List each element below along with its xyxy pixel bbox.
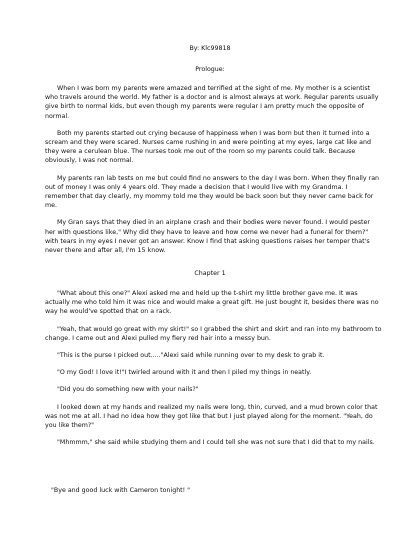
- paragraph: My Gran says that they died in an airplane crash and their bodies were never found. I would pester her with questions like," Why did they have to leave and how come we never had a funeral for them?" with tears in my eyes I never got an answer. Know I find that asking questions raises her temper that's never there and after all, I'm 15 know.: [45, 219, 370, 255]
- paragraph: "Mhmmm," she said while studying them and I could tell she was not sure that I did that to my nails.: [57, 439, 375, 447]
- chapter-heading: Chapter 1: [194, 270, 226, 277]
- paragraph: "Yeah, that would go great with my skirt!" so I grabbed the shirt and skirt and ran into my bathroom to change. I came out and Alexi pulled my fiery red hair into a messy bun.: [45, 325, 382, 342]
- closing-line: "Bye and good luck with Cameron tonight! ": [51, 487, 191, 494]
- paragraph: When I was born my parents were amazed and terrified at the sight of me. My mother is a scientist who travels around the world. My father is a doctor and is almost always at work. Regular parents usually give birth to normal kids, but even though my parents were regular I am pretty much the opposite of normal.: [45, 85, 379, 120]
- paragraph: "What about this one?" Alexi asked me and held up the t-shirt my little brother gave me. It was actually me who told him it was nice and would make a great gift. He just bought it, besides there was no way he would've spotted that on a rack.: [45, 290, 379, 316]
- paragraph: My parents ran lab tests on me but could find no answers to the day I was born. When they finally ran out of money I was only 4 years old. They made a decision that I would live with my Grandma. I remember that day clearly, my mommy told me they would be back soon but they never came back for me.: [45, 174, 380, 210]
- paragraph: "This is the purse I picked out....."Alexi said while running over to my desk to grab it.: [57, 352, 325, 360]
- paragraph: Both my parents started out crying because of happiness when I was born but then it turned into a scream and they were scared. Nurses came rushing in and were pointing at my eyes, large cat like and they were a cerulean blue. The nurses took me out of the room so my parents could talk. Because obviously, I was not normal.: [45, 129, 371, 165]
- chapter-body: [45, 289, 382, 455]
- prologue-heading: Prologue:: [195, 66, 225, 73]
- paragraph: I looked down at my hands and realized my nails were long, thin, curved, and a mud brown color that was not me at all. I had no idea how they got like that but I just played along for the moment. "Yeah, do you like them?": [45, 403, 378, 430]
- prologue-body: [45, 84, 382, 263]
- paragraph: "Did you do something new with your nails?": [57, 386, 199, 394]
- paragraph: "O my God! I love it!"I twirled around with it and then I piled my things in neatly.: [57, 369, 312, 377]
- author-byline: By: Klc99818: [189, 45, 231, 52]
